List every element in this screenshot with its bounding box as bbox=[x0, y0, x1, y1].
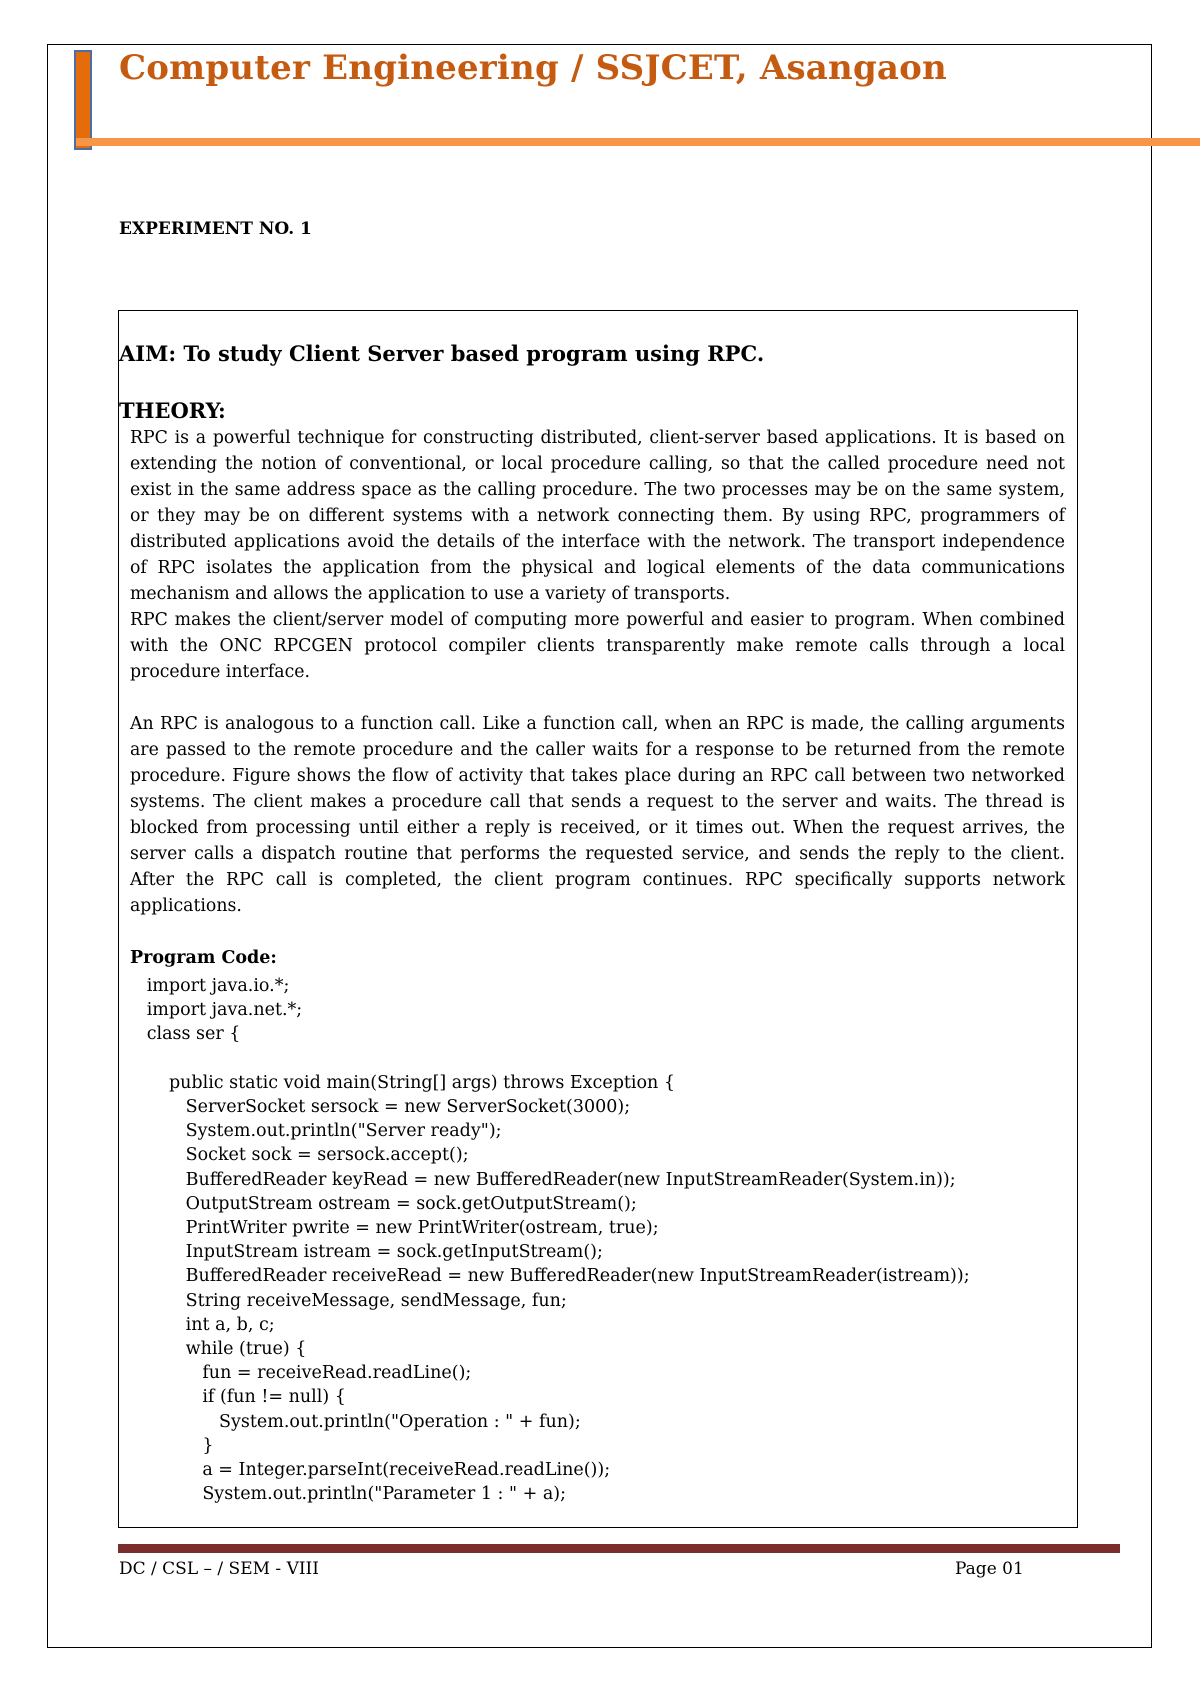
footer-rule bbox=[118, 1544, 1120, 1553]
footer-course: DC / CSL – / SEM - VIII bbox=[119, 1559, 319, 1579]
theory-paragraph: RPC is a powerful technique for constructing distributed, client-server based applications. It is based on extending the notion of conventional, or local procedure calling, so that the called procedure need not exist in the same address space as the calling procedure. The two processes may be on the same system, or they may be on different systems with a network connecting them. By using RPC, programmers of distributed applications avoid the details of the interface with the network. The transport independence of RPC isolates the application from the physical and logical elements of the data communications mechanism and allows the application to use a variety of transports. bbox=[130, 428, 1065, 604]
experiment-number: EXPERIMENT NO. 1 bbox=[119, 219, 312, 239]
header-accent-line bbox=[76, 138, 1200, 146]
theory-body bbox=[130, 425, 1065, 919]
theory-paragraph: An RPC is analogous to a function call. Like a function call, when an RPC is made, the calling arguments are passed to the remote procedure and the caller waits for a response to be returned from the remote procedure. Figure shows the flow of activity that takes place during an RPC call between two networked systems. The client makes a procedure call that sends a request to the server and waits. The thread is blocked from processing until either a reply is received, or it times out. When the request arrives, the server calls a dispatch routine that performs the requested service, and sends the reply to the client. After the RPC call is completed, the client program continues. RPC specifically supports network applications. bbox=[130, 714, 1065, 916]
theory-paragraph: RPC makes the client/server model of computing more powerful and easier to program. When combined with the ONC RPCGEN protocol compiler clients transparently make remote calls through a local procedure interface. bbox=[130, 610, 1065, 682]
theory-heading: THEORY: bbox=[119, 398, 226, 423]
header-title: Computer Engineering / SSJCET, Asangaon bbox=[119, 48, 947, 88]
program-code-heading: Program Code: bbox=[130, 948, 277, 968]
program-code: import java.io.*; import java.net.*; class ser { public static void main(String[] args) throws Exception { ServerSocket sersock = new ServerSocket(3000); System.out.println("Server ready"); Socket sock = sersock.accept(); BufferedReader keyRead = new BufferedReader(new InputStreamReader(System.in)); OutputStream ostream = sock.getOutputStream(); PrintWriter pwrite = new PrintWriter(ostream, true); InputStream istream = sock.getInputStream(); BufferedReader receiveRead = new BufferedReader(new InputStreamReader(istream)); String receiveMessage, sendMessage, fun; int a, b, c; while (true) { fun = receiveRead.readLine(); if (fun != null) { System.out.println("Operation : " + fun); } a = Integer.parseInt(receiveRead.readLine()); System.out.println("Parameter 1 : " + a); bbox=[146, 976, 970, 1505]
header-accent-vertical bbox=[74, 50, 92, 150]
page-number: Page 01 bbox=[955, 1559, 1024, 1579]
aim-heading: AIM: To study Client Server based program using RPC. bbox=[119, 341, 765, 366]
